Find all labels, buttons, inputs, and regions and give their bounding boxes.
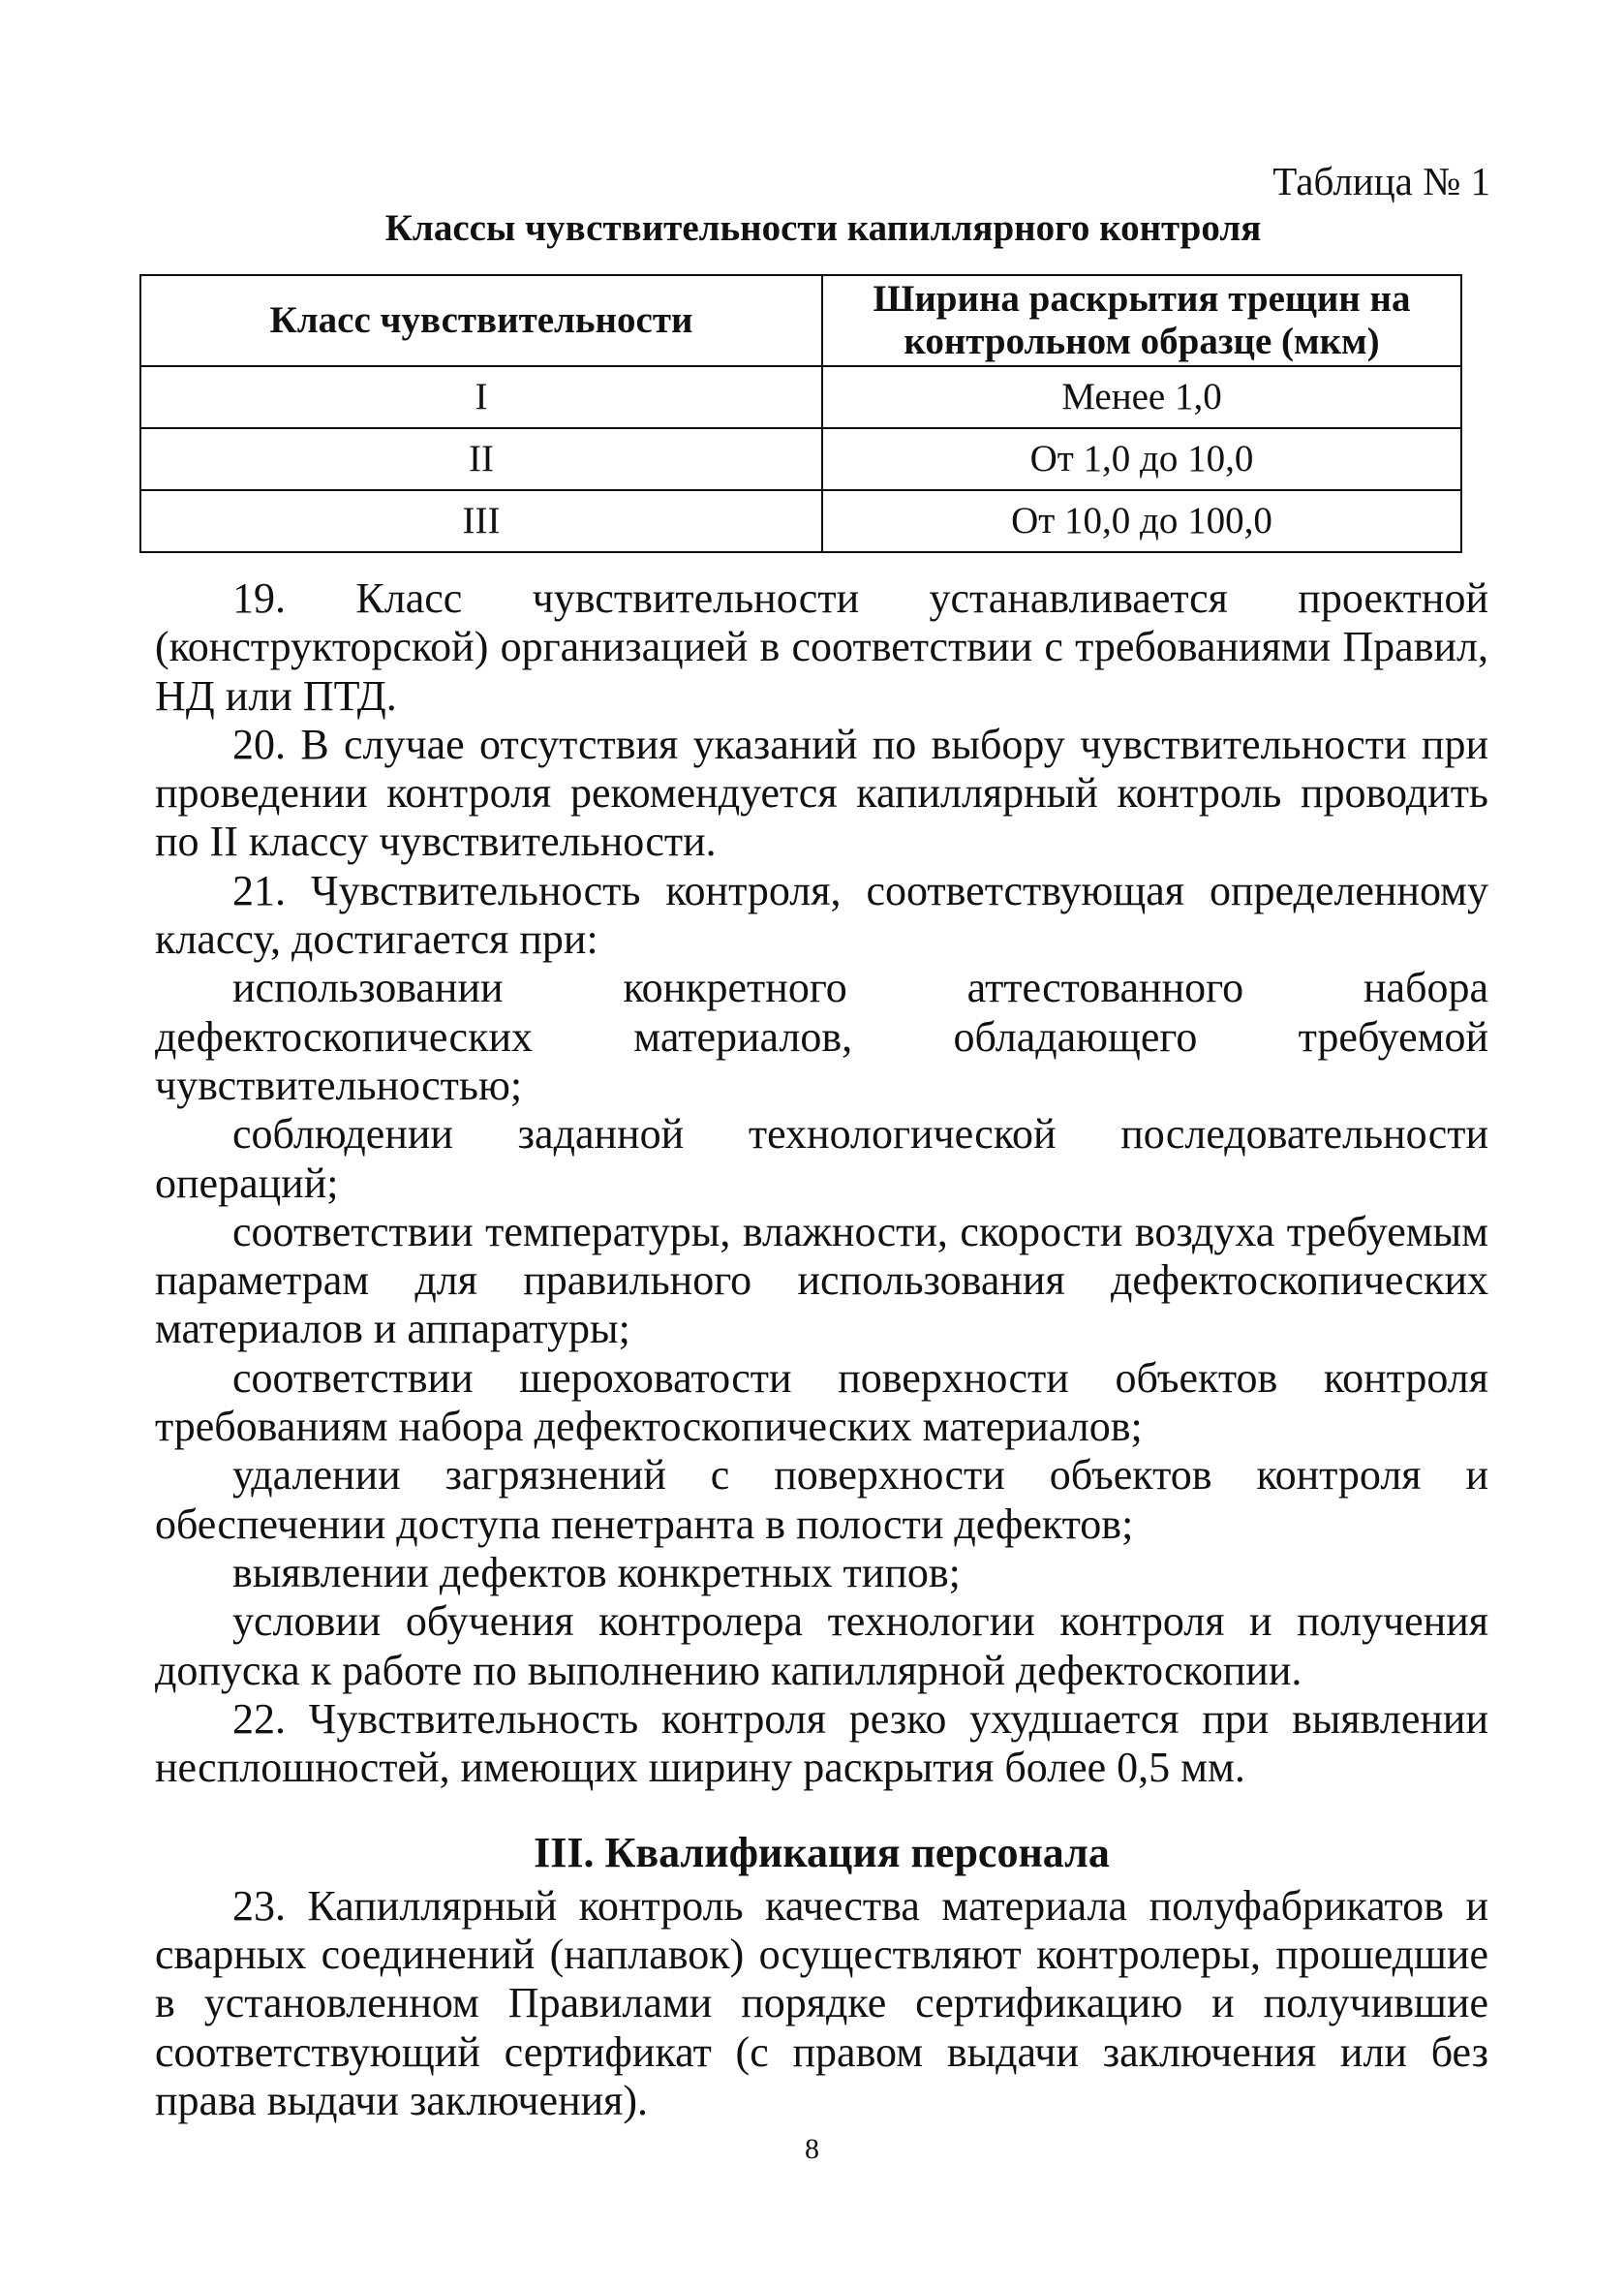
- paragraph-20: 20. В случае отсутствия указаний по выбору чувствительности при проведении контроля рекомендуется капиллярный контроль проводить по II классу чувствительности.: [155, 720, 1488, 866]
- list-item: условии обучения контролера технологии контроля и получения допуска к работе по выполнению капиллярной дефектоскопии.: [155, 1597, 1488, 1694]
- table-header-cell: Класс чувствительности: [140, 275, 822, 366]
- table-cell: Менее 1,0: [822, 366, 1461, 428]
- paragraph-21: 21. Чувствительность контроля, соответствующая определенному классу, достигается при:: [155, 866, 1488, 964]
- section-heading: III. Квалификация персонала: [534, 1829, 1110, 1877]
- table-cell: II: [140, 428, 822, 490]
- table-title: Классы чувствительности капиллярного контроля: [384, 207, 1262, 249]
- paragraph-22: 22. Чувствительность контроля резко ухудшается при выявлении несплошностей, имеющих ширину раскрытия более 0,5 мм.: [155, 1694, 1488, 1792]
- table-cell: I: [140, 366, 822, 428]
- table-row: [140, 428, 1461, 490]
- list-item: удалении загрязнений с поверхности объектов контроля и обеспечении доступа пенетранта в полости дефектов;: [155, 1451, 1488, 1548]
- sensitivity-table: [139, 274, 1462, 553]
- list-item: выявлении дефектов конкретных типов;: [232, 1548, 961, 1596]
- page-number: 8: [805, 2133, 819, 2165]
- table-cell: От 1,0 до 10,0: [822, 428, 1461, 490]
- table-header-cell: Ширина раскрытия трещин на контрольном образце (мкм): [822, 275, 1461, 366]
- body-text: [155, 574, 1488, 2125]
- table-number-label: Таблица № 1: [1272, 159, 1490, 203]
- list-item: использовании конкретного аттестованного набора дефектоскопических материалов, обладающего требуемой чувствительностью;: [155, 964, 1488, 1109]
- list-item: соответствии температуры, влажности, скорости воздуха требуемым параметрам для правильного использования дефектоскопических материалов и аппаратуры;: [155, 1207, 1488, 1353]
- list-item: соответствии шероховатости поверхности объектов контроля требованиям набора дефектоскопических материалов;: [155, 1353, 1488, 1451]
- table-row: [140, 366, 1461, 428]
- table-cell: От 10,0 до 100,0: [822, 490, 1461, 552]
- paragraph-19: 19. Класс чувствительности устанавливается проектной (конструкторской) организацией в соответствии с требованиями Правил, НД или ПТД.: [155, 574, 1488, 720]
- table-cell: III: [140, 490, 822, 552]
- paragraph-23: 23. Капиллярный контроль качества материала полуфабрикатов и сварных соединений (наплавок) осуществляют контролеры, прошедшие в установленном Правилами порядке сертификацию и получившие соответствующий сертификат (с правом выдачи заключения или без права выдачи заключения).: [155, 1881, 1488, 2124]
- table-header-row: [140, 275, 1461, 366]
- list-item: соблюдении заданной технологической последовательности операций;: [155, 1110, 1488, 1207]
- table-row: [140, 490, 1461, 552]
